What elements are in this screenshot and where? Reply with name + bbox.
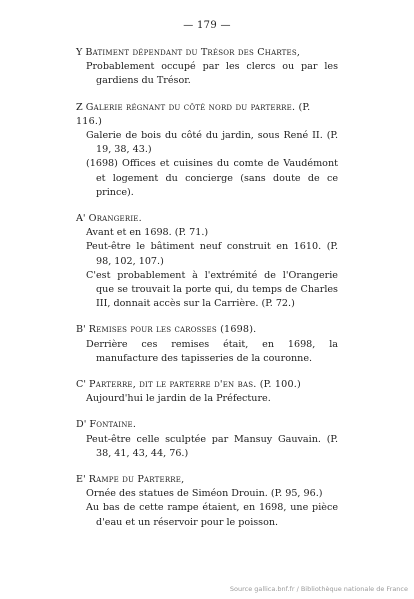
entry [76,418,338,461]
entry-title: Galerie régnant du côté nord du parterre. (P. 116.) [76,101,311,127]
page-number: — 179 — [183,20,231,31]
entry-heading [76,473,338,487]
entry-title: Batiment dépendant du Trésor des Chartes, [85,47,301,58]
entry-heading [76,323,338,337]
entry-letter: A' [76,213,86,225]
entry [76,378,338,406]
entry-text: Peut-être le bâtiment neuf construit en 1610. (P. 98, 102, 107.) [86,241,338,267]
entry-title: Fontaine. [89,419,137,431]
entry-title: Parterre, dit le parterre d'en bas. (P. 100.) [89,379,301,391]
entry-letter: B' [76,324,86,336]
entry-heading [76,378,338,392]
entry-title: Orangerie. [88,213,142,225]
entry-text: Ornée des statues de Siméon Drouin. (P. 95, 96.) [86,488,323,500]
entry-letter: Y [76,47,83,58]
entry-text: Aujourd'hui le jardin de la Préfecture. [86,393,271,405]
entry-text: Avant et en 1698. (P. 71.) [86,227,209,239]
entry-text: (1698) Offices et cuisines du comte de Vaudémont et logement du concierge (sans doute de ce prince). [86,158,338,198]
entry-letter: C' [76,379,86,391]
entry-text: C'est probablement à l'extrémité de l'Orangerie que se trouvait la porte qui, du temps de Charles III, donnait accès sur la Carrière. (P. 72.) [86,269,338,310]
source-credit: Source gallica.bnf.fr / Bibliothèque nationale de France [229,585,408,593]
entry-text: Galerie de bois du côté du jardin, sous René II. (P. 19, 38, 43.) [86,130,338,156]
entry [76,46,338,89]
entry-title: Rampe du Parterre, [88,474,185,486]
entry [76,101,338,200]
entry [76,212,338,311]
entry-heading [76,101,338,129]
entry [76,473,338,530]
entry-list [76,46,338,542]
entry-heading [76,418,338,432]
entry-heading [76,212,338,226]
entry-text: Au bas de cette rampe étaient, en 1698, une pièce d'eau et un réservoir pour le poisson. [86,502,338,528]
entry [76,323,338,366]
entry-letter: E' [76,474,86,486]
entry-title: Remises pour les carosses (1698). [88,324,257,336]
entry-text: Peut-être celle sculptée par Mansuy Gauvain. (P. 38, 41, 43, 44, 76.) [86,433,338,459]
entry-letter: D' [76,419,87,431]
entry-text: Probablement occupé par les clercs ou par les gardiens du Trésor. [86,61,338,87]
entry-letter: Z [76,101,83,113]
entry-text: Derrière ces remises était, en 1698, la manufacture des tapisseries de la couronne. [86,338,338,364]
entry-heading [76,46,338,60]
